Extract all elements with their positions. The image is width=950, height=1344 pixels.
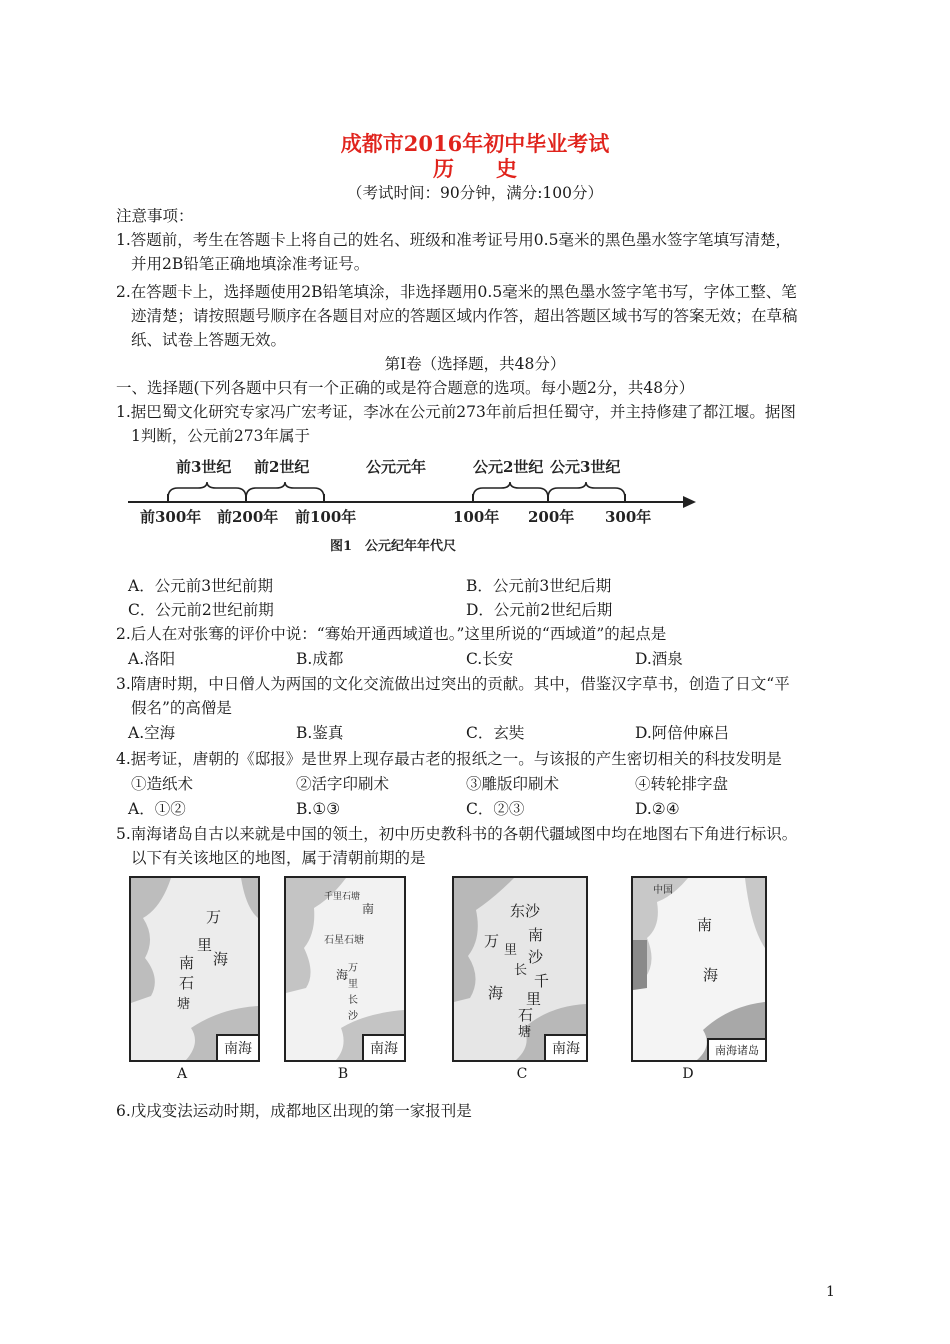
map-c-label-9: 里: [526, 990, 542, 1008]
q3-line-1: 3.隋唐时期，中日僧人为两国的文化交流做出过突出的贡献。其中，借鉴汉字草书，创造了日文“平: [116, 675, 790, 693]
map-b[interactable]: [284, 876, 406, 1062]
map-a-coastline: [131, 878, 258, 1060]
map-d-label-2: 南: [697, 916, 713, 934]
map-c-tag: 南海: [544, 1034, 586, 1060]
timeline-tick-ad200: 200年: [528, 508, 575, 526]
timeline-tick-ad100: 100年: [453, 508, 500, 526]
note-2-line-3: 纸、试卷上答题无效。: [131, 331, 287, 349]
map-c-label-1: 东沙: [510, 902, 541, 920]
map-c-label-6: 长: [514, 963, 528, 978]
q1-option-d[interactable]: D．公元前2世纪后期: [466, 601, 613, 619]
map-c[interactable]: [452, 876, 588, 1062]
q2-option-c[interactable]: C.长安: [466, 650, 514, 668]
map-b-label-6: 长: [348, 995, 358, 1006]
timeline-caption: 图1 公元纪年年代尺: [330, 539, 457, 554]
q2-option-b[interactable]: B.成都: [296, 650, 344, 668]
q2-line-1: 2.后人在对张骞的评价中说：“骞始开通西域道也。”这里所说的“西域道”的起点是: [116, 625, 667, 643]
map-a[interactable]: [129, 876, 260, 1062]
q3-option-c[interactable]: C．玄奘: [466, 724, 525, 742]
exam-title: 成都市2016年初中毕业考试: [340, 131, 610, 156]
q1-option-b[interactable]: B．公元前3世纪后期: [466, 577, 612, 595]
q4-line-1: 4.据考证，唐朝的《邸报》是世界上现存最古老的报纸之一。与该报的产生密切相关的科技发明是: [116, 750, 782, 768]
exam-info: （考试时间：90分钟，满分:100分）: [346, 184, 604, 202]
q3-option-a[interactable]: A.空海: [128, 724, 176, 742]
map-c-label-11: 塘: [518, 1025, 532, 1040]
subject-title: 历 史: [433, 156, 517, 181]
note-1-line-2: 并用2B铅笔正确地填涂准考证号。: [131, 255, 370, 273]
map-c-label-4: 南: [528, 926, 544, 944]
map-b-label-4: 万: [348, 963, 358, 974]
timeline-label-bc2: 前2世纪: [254, 458, 310, 476]
map-c-label-3: 里: [504, 943, 518, 958]
timeline-label-bc3: 前3世纪: [176, 458, 232, 476]
q4-item-2: ②活字印刷术: [296, 775, 390, 793]
q4-option-a[interactable]: A．①②: [128, 800, 186, 818]
timeline-tick-bc200: 前200年: [217, 508, 279, 526]
map-c-label-5: 沙: [528, 948, 544, 966]
map-a-label-6: 塘: [177, 997, 191, 1012]
map-b-label-2: 石星石塘: [324, 935, 364, 946]
map-d-tag: 南海诸岛: [707, 1038, 765, 1060]
notes-heading: 注意事项：: [116, 207, 194, 225]
q1-line-1: 1.据巴蜀文化研究专家冯广宏考证，李冰在公元前273年前后担任蜀守，并主持修建了都江堰。据图: [116, 403, 796, 421]
q4-option-d[interactable]: D.②④: [635, 800, 680, 818]
q3-option-d[interactable]: D.阿倍仲麻吕: [635, 724, 730, 742]
map-c-label-8: 海: [488, 984, 504, 1002]
q1-option-a[interactable]: A．公元前3世纪前期: [128, 577, 274, 595]
q4-option-b[interactable]: B.①③: [296, 800, 341, 818]
q3-line-2: 假名”的高僧是: [131, 699, 232, 717]
q4-item-4: ④转轮排字盘: [635, 775, 729, 793]
map-b-label-7: 沙: [348, 1011, 358, 1022]
map-a-label-1: 万: [206, 908, 222, 926]
map-a-label-2: 里: [197, 936, 213, 954]
timeline-tick-ad300: 300年: [605, 508, 652, 526]
q5-line-1: 5.南海诸岛自古以来就是中国的领土，初中历史教科书的各朝代疆域图中均在地图右下角进行标识。: [116, 825, 798, 843]
note-1-line-1: 1.答题前，考生在答题卡上将自己的姓名、班级和准考证号用0.5毫米的黑色墨水签字笔填写清楚，: [116, 231, 791, 249]
q6-line-1: 6.戊戌变法运动时期，成都地区出现的第一家报刊是: [116, 1102, 472, 1120]
note-2-line-1: 2.在答题卡上，选择题使用2B铅笔填涂，非选择题用0.5毫米的黑色墨水签字笔书写，字体工整、笔: [116, 283, 797, 301]
timeline-label-ad3: 公元3世纪: [550, 458, 621, 476]
part1-heading: 第Ⅰ卷（选择题，共48分）: [384, 355, 566, 373]
map-a-tag: 南海: [216, 1034, 258, 1060]
map-d[interactable]: [631, 876, 767, 1062]
q2-option-a[interactable]: A.洛阳: [128, 650, 176, 668]
map-d-coastline: [633, 878, 765, 1060]
map-d-label-3: 海: [703, 966, 719, 984]
map-b-label-8: 千里石塘: [324, 892, 361, 902]
map-a-label-3: 海: [213, 950, 229, 968]
q1-line-2: 1判断，公元前273年属于: [131, 427, 310, 445]
q4-option-c[interactable]: C．②③: [466, 800, 525, 818]
section-heading: 一、选择题(下列各题中只有一个正确的或是符合题意的选项。每小题2分，共48分）: [116, 379, 695, 397]
note-2-line-2: 迹清楚；请按照题号顺序在各题目对应的答题区域内作答，超出答题区域书写的答案无效；在草稿: [131, 307, 798, 325]
map-d-label-1: 中国: [653, 885, 673, 896]
map-c-letter: C: [516, 1066, 528, 1082]
map-b-label-1: 南: [362, 902, 375, 916]
q2-option-d[interactable]: D.酒泉: [635, 650, 683, 668]
q4-item-3: ③雕版印刷术: [466, 775, 560, 793]
map-a-label-4: 南: [179, 954, 195, 972]
q4-item-1: ①造纸术: [131, 775, 194, 793]
q1-option-c[interactable]: C．公元前2世纪前期: [128, 601, 274, 619]
map-b-tag: 南海: [362, 1034, 404, 1060]
timeline-figure: [118, 458, 708, 568]
map-a-label-5: 石: [179, 974, 195, 992]
timeline-tick-bc300: 前300年: [140, 508, 202, 526]
map-b-label-5: 里: [348, 979, 358, 990]
timeline-tick-bc100: 前100年: [295, 508, 357, 526]
timeline-label-year1: 公元元年: [366, 458, 427, 476]
map-c-label-10: 石: [518, 1006, 534, 1024]
map-c-label-2: 万: [484, 932, 500, 950]
timeline-label-ad2: 公元2世纪: [473, 458, 544, 476]
page-number: 1: [826, 1284, 835, 1300]
q3-option-b[interactable]: B.鉴真: [296, 724, 344, 742]
map-b-label-3: 海: [336, 968, 349, 982]
map-c-label-7: 千: [534, 972, 550, 990]
q5-line-2: 以下有关该地区的地图，属于清朝前期的是: [131, 849, 426, 867]
map-d-letter: D: [682, 1066, 694, 1082]
map-b-letter: B: [337, 1066, 349, 1082]
map-a-letter: A: [176, 1066, 188, 1082]
